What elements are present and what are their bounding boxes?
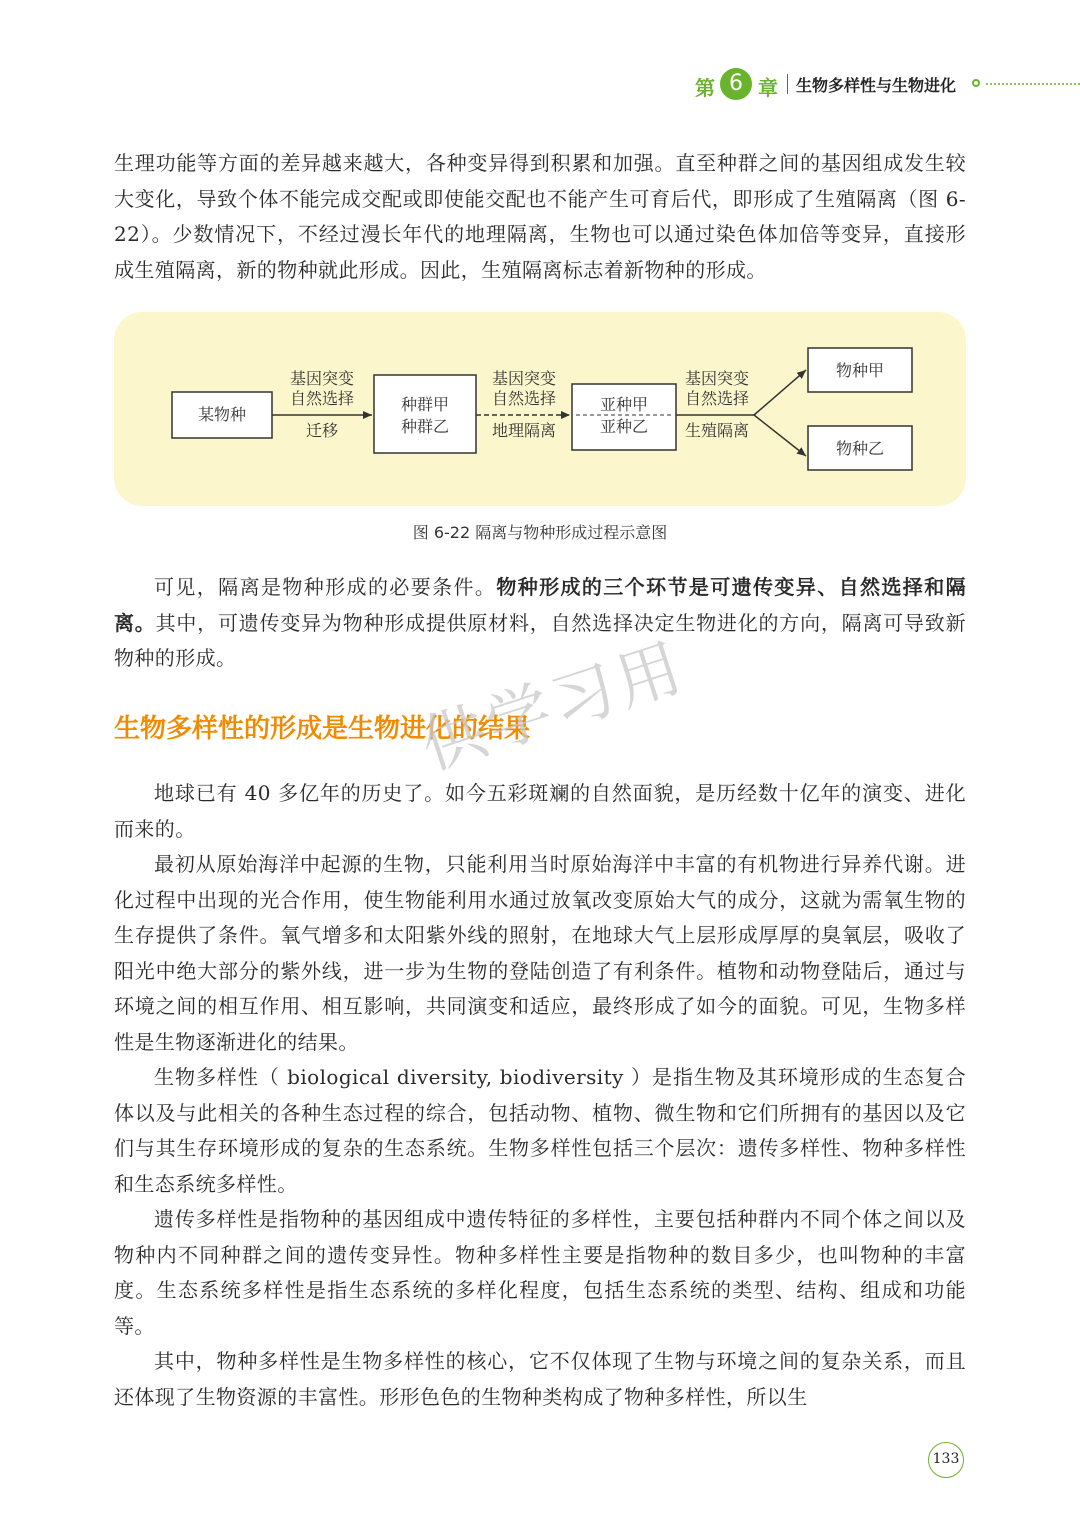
speciation-diagram-svg (114, 312, 966, 506)
label-out-b: 物种乙 (835, 439, 885, 458)
conclusion-text-b: 其中，可遗传变异为物种形成提供原材料，自然选择决定生物进化的方向，隔离可导致新物种的形成。 (114, 610, 966, 670)
arrow-to-species-a (754, 370, 806, 415)
arrow-to-species-b (754, 415, 806, 456)
conclusion-text-a: 可见，隔离是物种形成的必要条件。 (154, 575, 497, 599)
body-paragraph-4: 遗传多样性是指物种的基因组成中遗传特征的多样性，主要包括种群内不同个体之间以及物种内不同种群之间的遗传变异性。物种多样性主要是指物种的数目多少，也叫物种的丰富度。生态系统多样性是指生态系统的多样化程度，包括生态系统的类型、结构、组成和功能等。 (114, 1207, 966, 1338)
header-divider (787, 74, 788, 94)
intro-paragraph: 生理功能等方面的差异越来越大，各种变异得到积累和加强。直至种群之间的基因组成发生较大变化，导致个体不能完成交配或即使能交配也不能产生可育后代，即形成了生殖隔离（图 6-22）。少数情况下，不经过漫长年代的地理隔离，生物也可以通过染色体加倍等变异，直接形成生殖隔离，新的物种就此形成。因此，生殖隔离标志着新物种的形成。 (114, 151, 966, 282)
figure-caption: 图 6-22 隔离与物种形成过程示意图 (412, 523, 668, 542)
body-text (114, 776, 966, 1415)
label-geo-isolation: 地理隔离 (491, 421, 557, 440)
label-selection-1: 自然选择 (289, 389, 355, 408)
label-out-a: 物种甲 (835, 361, 885, 380)
label-selection-3: 自然选择 (684, 389, 750, 408)
label-mutation-3: 基因突变 (684, 369, 750, 388)
chapter-header (680, 66, 1080, 106)
body-paragraph-5: 其中，物种多样性是生物多样性的核心，它不仅体现了生物与环境之间的复杂关系，而且还体现了生物资源的丰富性。形形色色的生物种类构成了物种多样性，所以生 (114, 1349, 966, 1409)
watermark: 供学习用 (412, 630, 695, 785)
chapter-number-badge: 6 (720, 68, 752, 100)
label-migration: 迁移 (305, 421, 339, 440)
page-number: 133 (928, 1442, 964, 1478)
speciation-diagram (114, 312, 966, 506)
label-pop-a: 种群甲 (400, 395, 450, 414)
label-repro-isolation: 生殖隔离 (684, 421, 750, 440)
conclusion-bold: 物种形成的三个环节是可遗传变异、自然选择和隔离。 (114, 575, 966, 635)
header-dotted-line (986, 83, 1080, 85)
label-mutation-1: 基因突变 (289, 369, 355, 388)
box-populations (374, 375, 476, 453)
label-mutation-2: 基因突变 (491, 369, 557, 388)
body-paragraph-1: 地球已有 40 多亿年的历史了。如今五彩斑斓的自然面貌，是历经数十亿年的演变、进化而来的。 (114, 781, 966, 841)
label-sub-a: 亚种甲 (599, 395, 649, 414)
body-paragraph-2: 最初从原始海洋中起源的生物，只能利用当时原始海洋中丰富的有机物进行异养代谢。进化过程中出现的光合作用，使生物能利用水通过放氧改变原始大气的成分，这就为需氧生物的生存提供了条件。氧气增多和太阳紫外线的照射，在地球大气上层形成厚厚的臭氧层，吸收了阳光中绝大部分的紫外线，进一步为生物的登陆创造了有利条件。植物和动物登陆后，通过与环境之间的相互作用、相互影响，共同演变和适应，最终形成了如今的面貌。可见，生物多样性是生物逐渐进化的结果。 (114, 852, 966, 1054)
label-pop-b: 种群乙 (400, 417, 450, 436)
label-selection-2: 自然选择 (491, 389, 557, 408)
chapter-prefix: 第 (695, 76, 715, 100)
label-species: 某物种 (197, 405, 247, 424)
label-sub-b: 亚种乙 (599, 417, 649, 436)
section-heading: 生物多样性的形成是生物进化的结果 (114, 714, 531, 744)
intro-paragraph-block (114, 146, 966, 288)
body-paragraph-3: 生物多样性（ biological diversity, biodiversity ）是指生物及其环境形成的生态复合体以及与此相关的各种生态过程的综合，包括动物、植物、微生物和它们所拥有的基因以及它们与其生存环境形成的复杂的生态系统。生物多样性包括三个层次：遗传多样性、物种多样性和生态系统多样性。 (114, 1065, 966, 1196)
chapter-title: 生物多样性与生物进化 (796, 76, 957, 95)
header-ring-icon (972, 79, 980, 87)
chapter-suffix: 章 (758, 76, 778, 100)
